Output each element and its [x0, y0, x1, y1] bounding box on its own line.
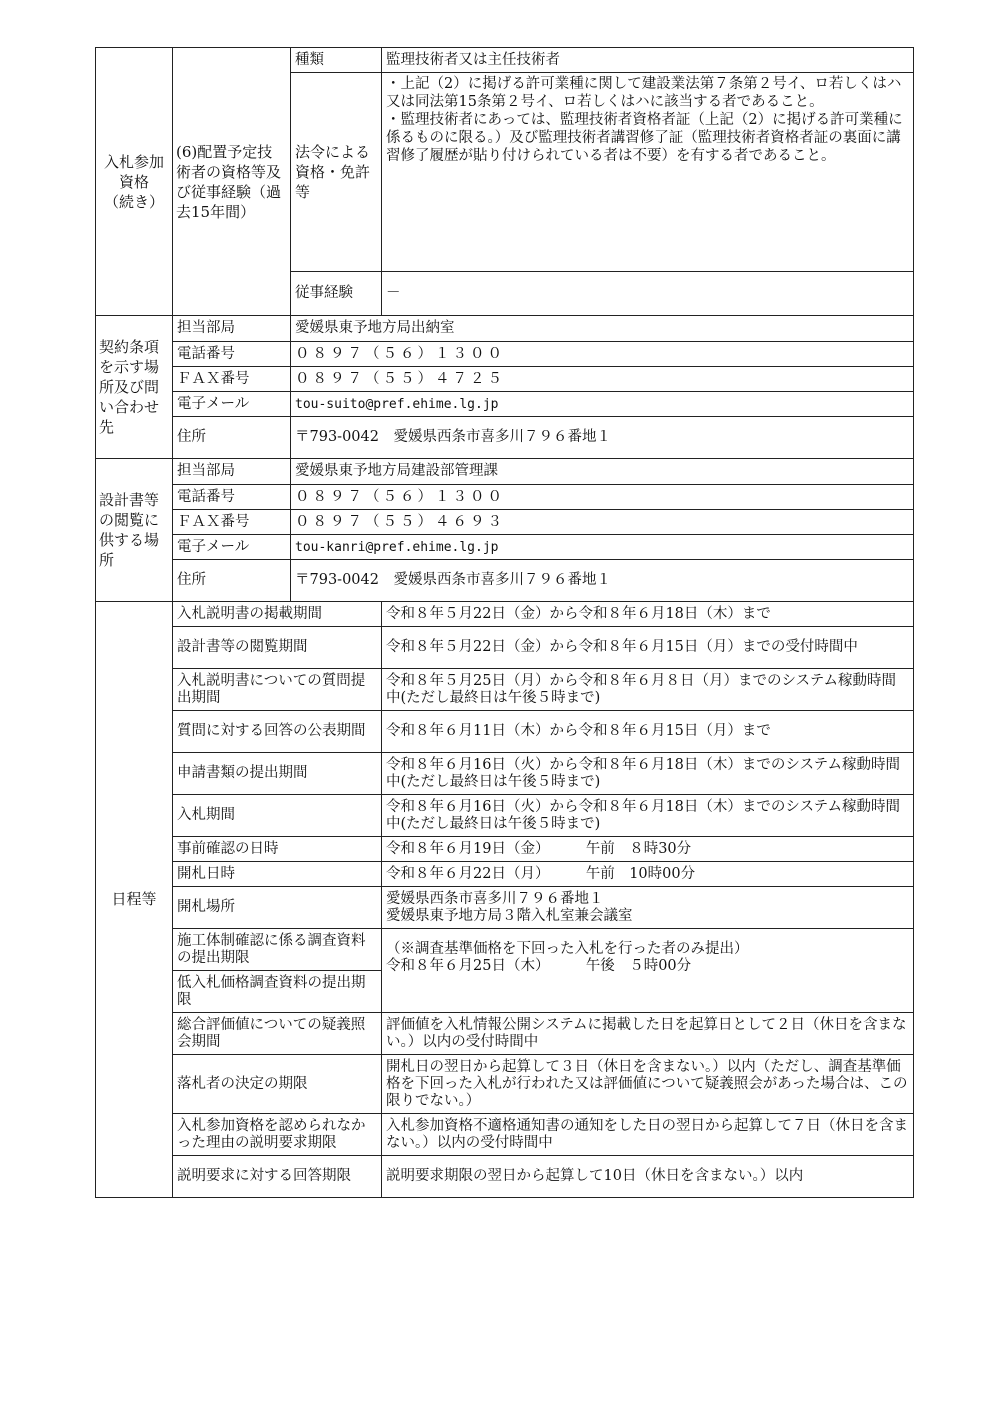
- contract-tel-value: ０８９７（５６）１３００: [291, 342, 914, 367]
- schedule-value: 入札参加資格不適格通知書の通知をした日の翌日から起算して７日（休日を含まない。）以内の受付時間中: [382, 1114, 914, 1156]
- schedule-value: 説明要求期限の翌日から起算して10日（休日を含まない。）以内: [382, 1156, 914, 1198]
- contract-dept-label: 担当部局: [173, 316, 291, 342]
- schedule-value: 令和８年６月22日（月） 午前 10時00分: [382, 862, 914, 887]
- schedule-label: 総合評価値についての疑義照会期間: [173, 1013, 382, 1055]
- technician-qualification-item: (6)配置予定技術者の資格等及び従事経験（過去15年間）: [173, 48, 291, 316]
- design-email-value: tou-kanri@pref.ehime.lg.jp: [291, 535, 914, 560]
- schedule-section-heading: 日程等: [96, 602, 173, 1198]
- procurement-info-table: [95, 47, 914, 1198]
- contract-address-label: 住所: [173, 417, 291, 459]
- legal-qualification-value: [382, 73, 914, 272]
- schedule-value: 愛媛県西条市喜多川７９６番地１ 愛媛県東予地方局３階入札室兼会議室: [382, 887, 914, 929]
- design-address-value: 〒793-0042 愛媛県西条市喜多川７９６番地１: [291, 560, 914, 602]
- contract-tel-label: 電話番号: [173, 342, 291, 367]
- design-email-label: 電子メール: [173, 535, 291, 560]
- design-dept-label: 担当部局: [173, 459, 291, 485]
- schedule-label: 設計書等の閲覧期間: [173, 627, 382, 669]
- schedule-label: 申請書類の提出期間: [173, 753, 382, 795]
- design-dept-value: 愛媛県東予地方局建設部管理課: [291, 459, 914, 485]
- design-tel-value: ０８９７（５６）１３００: [291, 485, 914, 510]
- type-label: 種類: [291, 48, 382, 73]
- schedule-label: 入札説明書の掲載期間: [173, 602, 382, 627]
- schedule-value: 令和８年６月16日（火）から令和８年６月18日（木）までのシステム稼動時間中(ただし最終日は午後５時まで): [382, 753, 914, 795]
- schedule-label: 入札期間: [173, 795, 382, 837]
- schedule-value: 令和８年６月11日（木）から令和８年６月15日（月）まで: [382, 711, 914, 753]
- schedule-label: 事前確認の日時: [173, 837, 382, 862]
- legal-qualification-paragraph-1: ・上記（2）に掲げる許可業種に関して建設業法第７条第２号イ、ロ若しくはハ又は同法第15条第２号イ、ロ若しくはハに該当する者であること。: [386, 76, 902, 110]
- schedule-value: 令和８年５月25日（月）から令和８年６月８日（月）までのシステム稼動時間中(ただし最終日は午後５時まで): [382, 669, 914, 711]
- schedule-label: 質問に対する回答の公表期間: [173, 711, 382, 753]
- design-section-heading: 設計書等の閲覧に供する場所: [96, 459, 173, 602]
- schedule-label: 落札者の決定の期限: [173, 1055, 382, 1114]
- legal-qualification-label: 法令による資格・免許等: [291, 73, 382, 272]
- design-tel-label: 電話番号: [173, 485, 291, 510]
- schedule-label: 低入札価格調査資料の提出期限: [173, 971, 382, 1013]
- design-address-label: 住所: [173, 560, 291, 602]
- experience-label: 従事経験: [291, 272, 382, 316]
- schedule-value: 令和８年５月22日（金）から令和８年６月15日（月）までの受付時間中: [382, 627, 914, 669]
- contract-section-heading: 契約条項を示す場所及び問い合わせ先: [96, 316, 173, 459]
- schedule-value: （※調査基準価格を下回った入札を行った者のみ提出） 令和８年６月25日（木） 午後 ５時00分: [382, 929, 914, 1013]
- schedule-label: 施工体制確認に係る調査資料の提出期限: [173, 929, 382, 971]
- contract-dept-value: 愛媛県東予地方局出納室: [291, 316, 914, 342]
- schedule-label: 入札説明書についての質問提出期間: [173, 669, 382, 711]
- schedule-label: 説明要求に対する回答期限: [173, 1156, 382, 1198]
- schedule-value: 開札日の翌日から起算して３日（休日を含まない。）以内（ただし、調査基準価格を下回った入札が行われた又は評価値について疑義照会があった場合は、この限りでない。）: [382, 1055, 914, 1114]
- type-value: 監理技術者又は主任技術者: [382, 48, 914, 73]
- design-fax-value: ０８９７（５５）４６９３: [291, 510, 914, 535]
- schedule-value: 令和８年５月22日（金）から令和８年６月18日（木）まで: [382, 602, 914, 627]
- qualification-section-heading: 入札参加 資格 （続き）: [96, 48, 173, 316]
- schedule-label: 開札場所: [173, 887, 382, 929]
- schedule-value: 令和８年６月19日（金） 午前 ８時30分: [382, 837, 914, 862]
- schedule-label: 開札日時: [173, 862, 382, 887]
- schedule-value: 令和８年６月16日（火）から令和８年６月18日（木）までのシステム稼動時間中(ただし最終日は午後５時まで): [382, 795, 914, 837]
- contract-address-value: 〒793-0042 愛媛県西条市喜多川７９６番地１: [291, 417, 914, 459]
- contract-fax-label: ＦＡＸ番号: [173, 367, 291, 392]
- contract-fax-value: ０８９７（５５）４７２５: [291, 367, 914, 392]
- legal-qualification-paragraph-2: ・監理技術者にあっては、監理技術者資格者証（上記（2）に掲げる許可業種に係るものに限る。）及び監理技術者講習修了証（監理技術者資格者証の裏面に講習修了履歴が貼り付けられている者は不要）を有する者であること。: [386, 112, 903, 164]
- experience-value: －: [382, 272, 914, 316]
- contract-email-value: tou-suito@pref.ehime.lg.jp: [291, 392, 914, 417]
- schedule-label: 入札参加資格を認められなかった理由の説明要求期限: [173, 1114, 382, 1156]
- design-fax-label: ＦＡＸ番号: [173, 510, 291, 535]
- schedule-value: 評価値を入札情報公開システムに掲載した日を起算日として２日（休日を含まない。）以内の受付時間中: [382, 1013, 914, 1055]
- contract-email-label: 電子メール: [173, 392, 291, 417]
